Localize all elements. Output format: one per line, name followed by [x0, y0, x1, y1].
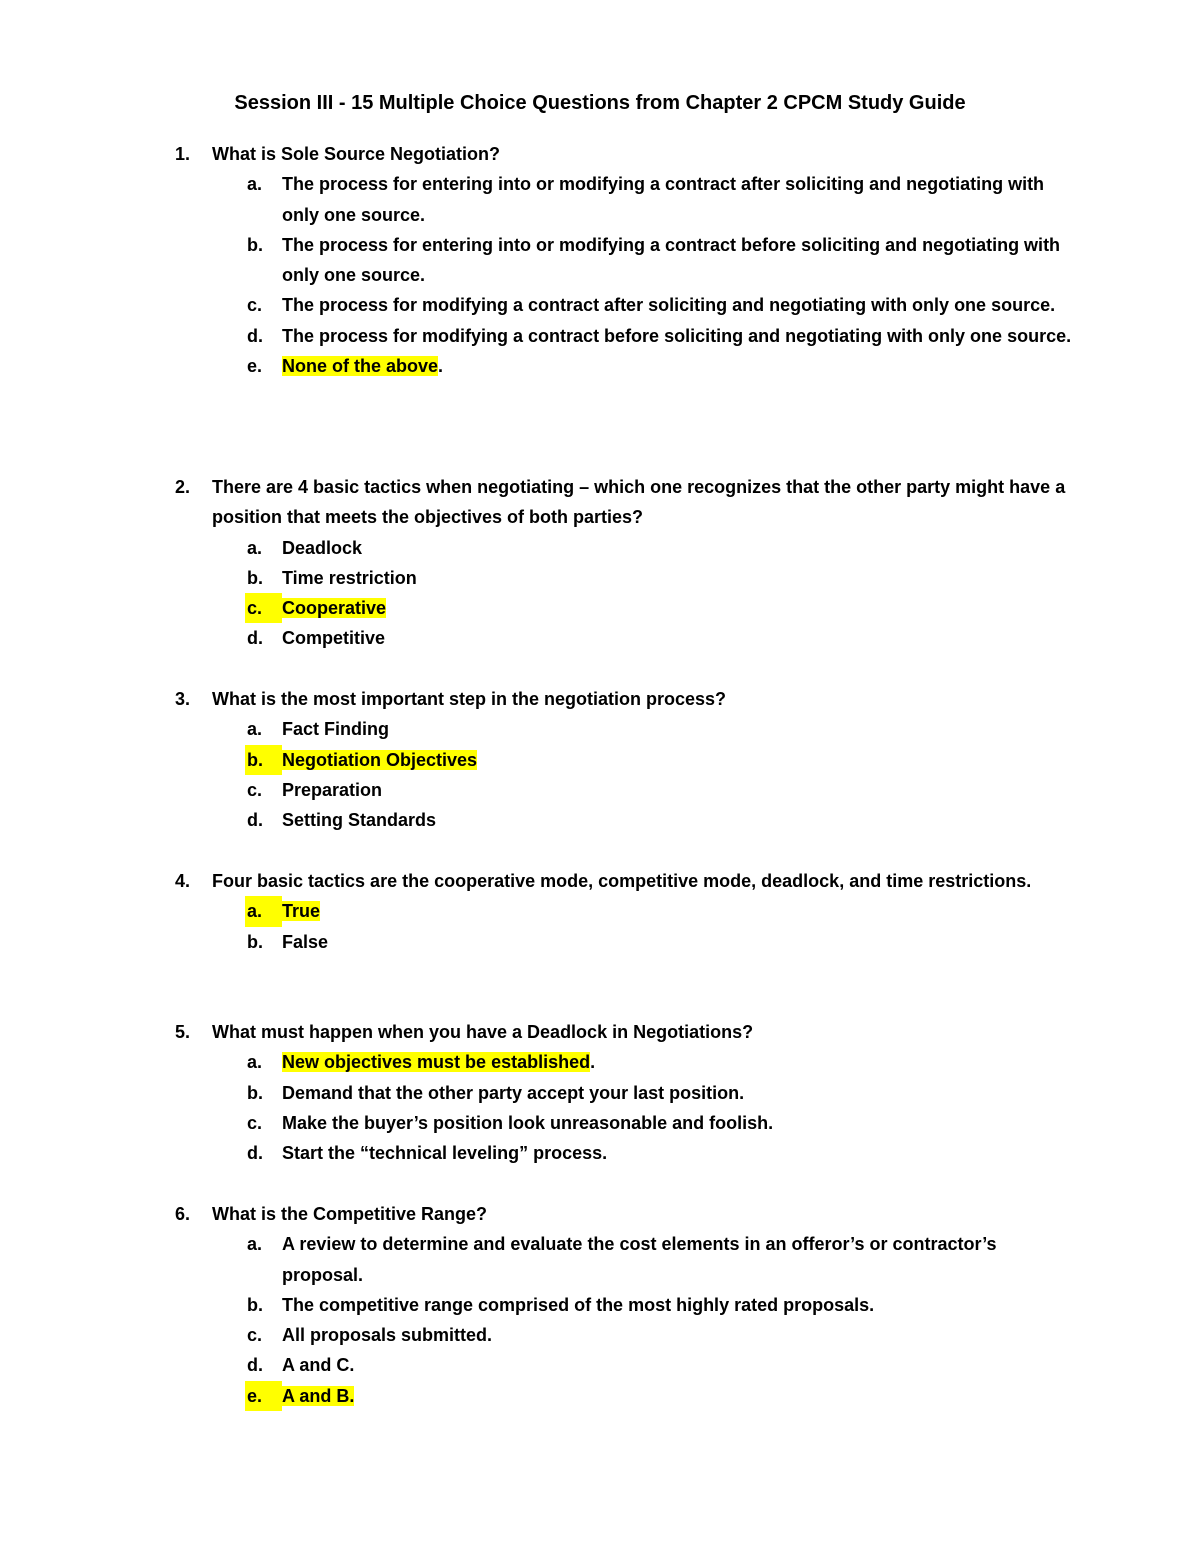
question-number: 3. [175, 689, 191, 709]
option-label [247, 714, 262, 744]
question-text: There are 4 basic tactics when negotiating – which one recognizes that the other party might have a position that meets the objectives of both parties? [212, 477, 1066, 528]
answer-option [175, 1320, 1075, 1350]
option-text-content: Negotiation Objectives [282, 749, 478, 770]
option-label [247, 1320, 262, 1350]
option-text-content: Start the “technical leveling” process. [282, 1143, 608, 1164]
answer-option [175, 1078, 1075, 1108]
option-label [247, 169, 262, 199]
option-letter: a. [245, 896, 282, 926]
option-label [247, 533, 262, 563]
option-label [247, 745, 282, 775]
option-letter: c. [245, 593, 282, 623]
option-text [282, 1108, 1075, 1138]
question-text: What is the Competitive Range? [212, 1204, 488, 1224]
option-text [282, 321, 1075, 351]
option-label [247, 593, 282, 623]
answer-options [175, 533, 1075, 654]
option-text-content: Time restriction [282, 567, 417, 588]
option-letter: d. [247, 1355, 263, 1376]
option-letter: c. [247, 1112, 263, 1133]
option-label [247, 623, 263, 653]
option-text-content: New objectives must be established [282, 1052, 591, 1073]
option-text [282, 290, 1075, 320]
option-letter: a. [247, 174, 263, 195]
option-text [282, 1078, 1075, 1108]
answer-option [175, 1138, 1075, 1168]
option-letter: e. [247, 356, 263, 377]
option-label [247, 1381, 282, 1411]
answer-option [175, 896, 1075, 926]
option-label [247, 1290, 263, 1320]
answer-option [175, 533, 1075, 563]
option-text [282, 775, 1075, 805]
option-text [282, 1290, 1075, 1320]
option-text [282, 1229, 1075, 1290]
question-6 [175, 1199, 1075, 1411]
question-number: 5. [175, 1022, 191, 1042]
option-text-content: The competitive range comprised of the most highly rated proposals. [282, 1294, 875, 1315]
option-text [282, 533, 1075, 563]
question-2 [175, 472, 1075, 654]
option-text-content: Cooperative [282, 598, 387, 619]
option-text-content: The process for entering into or modifying a contract before soliciting and negotiating with only one source. [282, 234, 1061, 286]
question-text: What is the most important step in the negotiation process? [212, 689, 727, 709]
option-letter: a. [247, 1234, 263, 1255]
option-text-content: Setting Standards [282, 810, 437, 831]
option-letter: c. [247, 295, 263, 316]
option-letter: b. [247, 1082, 263, 1103]
option-label [247, 1108, 262, 1138]
option-text-content: Preparation [282, 779, 383, 800]
question-4 [175, 866, 1075, 957]
answer-option [175, 623, 1075, 653]
option-letter: a. [247, 537, 263, 558]
option-text-content: None of the above [282, 356, 439, 377]
option-text [282, 1320, 1075, 1350]
question-number: 1. [175, 144, 191, 164]
question-text: What is Sole Source Negotiation? [212, 144, 501, 164]
answer-option [175, 351, 1075, 381]
question-number: 6. [175, 1204, 191, 1224]
option-letter: b. [247, 234, 263, 255]
answer-option [175, 1108, 1075, 1138]
option-text-content: All proposals submitted. [282, 1325, 493, 1346]
option-text-content: True [282, 901, 321, 922]
option-label [247, 563, 263, 593]
correct-answer-text [282, 745, 1075, 775]
option-label [247, 927, 263, 957]
option-letter: a. [247, 1052, 263, 1073]
page-title: Session III - 15 Multiple Choice Questions from Chapter 2 CPCM Study Guide [234, 92, 966, 114]
option-label [247, 321, 263, 351]
option-label [247, 1047, 262, 1077]
option-text-content: A review to determine and evaluate the cost elements in an offeror’s or contractor’s proposal. [282, 1234, 997, 1285]
answer-options [175, 896, 1075, 957]
option-text-content: Fact Finding [282, 719, 389, 740]
correct-answer-text [282, 351, 1075, 381]
option-text [282, 230, 1075, 291]
answer-options [175, 1229, 1075, 1411]
correct-answer-text [282, 1047, 1075, 1077]
answer-option [175, 1047, 1075, 1077]
answer-option [175, 1229, 1075, 1290]
option-label [247, 351, 262, 381]
option-label [247, 805, 263, 835]
option-letter: e. [245, 1381, 282, 1411]
option-text-content: The process for modifying a contract after soliciting and negotiating with only one source. [282, 295, 1056, 316]
answer-option [175, 745, 1075, 775]
option-text-content: A and C. [282, 1355, 355, 1376]
answer-option [175, 321, 1075, 351]
question-text: Four basic tactics are the cooperative mode, competitive mode, deadlock, and time restrictions. [212, 871, 1032, 891]
answer-option [175, 1350, 1075, 1380]
correct-answer-text [282, 896, 1075, 926]
answer-option [175, 290, 1075, 320]
option-letter: d. [247, 810, 263, 831]
option-text-content: Competitive [282, 628, 386, 649]
answer-option [175, 1290, 1075, 1320]
option-letter: b. [245, 745, 282, 775]
option-letter: c. [247, 779, 263, 800]
answer-option [175, 1381, 1075, 1411]
option-text [282, 805, 1075, 835]
answer-option [175, 230, 1075, 291]
option-text-content: Demand that the other party accept your last position. [282, 1082, 745, 1103]
answer-option [175, 593, 1075, 623]
option-text-content: False [282, 931, 329, 952]
option-label [247, 1350, 263, 1380]
option-label [247, 1078, 263, 1108]
correct-answer-text [282, 593, 1075, 623]
answer-option [175, 775, 1075, 805]
option-text-content: Make the buyer’s position look unreasonable and foolish. [282, 1112, 774, 1133]
answer-option [175, 714, 1075, 744]
answer-option [175, 927, 1075, 957]
option-text-suffix: . [438, 356, 444, 377]
option-letter: b. [247, 1294, 263, 1315]
correct-answer-text [282, 1381, 1075, 1411]
answer-options [175, 169, 1075, 381]
option-text [282, 623, 1075, 653]
option-label [247, 290, 262, 320]
question-5 [175, 1017, 1075, 1168]
answer-option [175, 805, 1075, 835]
option-label [247, 1229, 262, 1259]
answer-option [175, 563, 1075, 593]
answer-options [175, 1047, 1075, 1168]
option-text [282, 169, 1075, 230]
question-3 [175, 684, 1075, 835]
option-text [282, 927, 1075, 957]
option-text-content: A and B. [282, 1385, 355, 1406]
question-number: 4. [175, 871, 191, 891]
option-letter: c. [247, 1325, 263, 1346]
option-text-suffix: . [590, 1052, 596, 1073]
question-1 [175, 139, 1075, 381]
option-letter: d. [247, 628, 263, 649]
question-text: What must happen when you have a Deadlock in Negotiations? [212, 1022, 754, 1042]
question-number: 2. [175, 477, 191, 497]
option-text [282, 714, 1075, 744]
option-letter: b. [247, 567, 263, 588]
option-text-content: Deadlock [282, 537, 363, 558]
option-label [247, 230, 263, 260]
option-label [247, 1138, 263, 1168]
option-label [247, 896, 282, 926]
option-text [282, 563, 1075, 593]
option-text [282, 1138, 1075, 1168]
option-text-content: The process for modifying a contract before soliciting and negotiating with only one source. [282, 325, 1072, 346]
option-letter: b. [247, 931, 263, 952]
option-letter: d. [247, 1143, 263, 1164]
option-text-content: The process for entering into or modifying a contract after soliciting and negotiating with only one source. [282, 174, 1045, 225]
option-letter: d. [247, 325, 263, 346]
option-letter: a. [247, 719, 263, 740]
answer-option [175, 169, 1075, 230]
answer-options [175, 714, 1075, 835]
option-label [247, 775, 262, 805]
option-text [282, 1350, 1075, 1380]
